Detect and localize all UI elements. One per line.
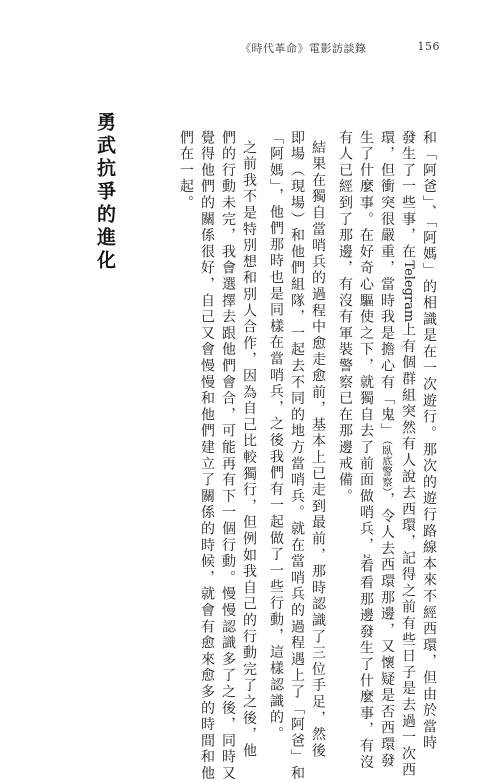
text-column [334,130,355,505]
text-column [418,130,439,752]
book-title: 《時代革命》電影訪談錄 [240,42,367,55]
text-line: 「阿媽」，他們那時也是同樣在當哨兵，之後我們有一起做了一些行動，這樣認識的。 [268,130,284,743]
telegram-word: Telegram [401,260,416,323]
text-line: 覺得他們的關係很好，自己又會慢慢和他們建立了關係的時候，就會有愈來愈多的時間和他 [199,130,215,782]
text-column [196,130,217,782]
text-line: 結果在獨自當哨兵的過程中愈走愈前，基本上已走到最前，那時認識了三位手足，然後 [310,140,326,760]
gloss-parenthetical: （臥底警察） [381,439,393,493]
section-heading: 勇武抗爭的進化 [94,112,116,273]
text-line: 們的行動未完，我會選擇去跟他們會合，可能再有下一個行動。慢慢認識多了之後，同時又 [220,130,236,782]
text-fragment: ，令人去西環那邊，又懷疑是否西環發 [379,492,395,770]
text-column [238,140,259,759]
text-column [217,130,238,782]
text-line: 有人已經到了那邊，有沒有軍裝警察已在那邊戒備。 [337,130,353,505]
text-column [286,130,307,782]
text-line: 們在一起。 [178,130,194,212]
text-column [307,140,328,759]
text-fragment: 環，但衝突很嚴重，當時我是擔心有「鬼」 [379,130,395,440]
text-fragment: 看看那邊發生了什麼事，有沒 [358,558,374,771]
footnote-marker: 2 [362,553,371,559]
text-line: 之前我不是特別想和別人合作，因為自己比較獨行，但例如我自己的行動完了之後，他 [241,140,257,760]
text-fragment: 上有個群組突然有人說去西環，記得之前有些日子是去過一次西 [400,322,416,779]
text-column [355,130,377,771]
text-column [397,130,419,779]
text-line: 和「阿爸」、「阿媽」的相識是在一次遊行。那次的遊行路線本來不經西環，但由於當時 [421,130,437,752]
page-number: 156 [417,40,440,53]
text-column [376,130,397,769]
text-fragment: 發生了一些事，在 [400,130,416,261]
text-column [265,130,286,742]
text-column [175,130,196,212]
text-fragment: 生了什麼事。在好奇心驅使之下，就獨自去了前面做哨兵， [358,130,374,554]
text-line: 即場（現場）和他們組隊，一起去不同的地方當哨兵。就在當哨兵的過程遇上了「阿爸」和 [289,130,305,782]
running-head [240,40,440,56]
